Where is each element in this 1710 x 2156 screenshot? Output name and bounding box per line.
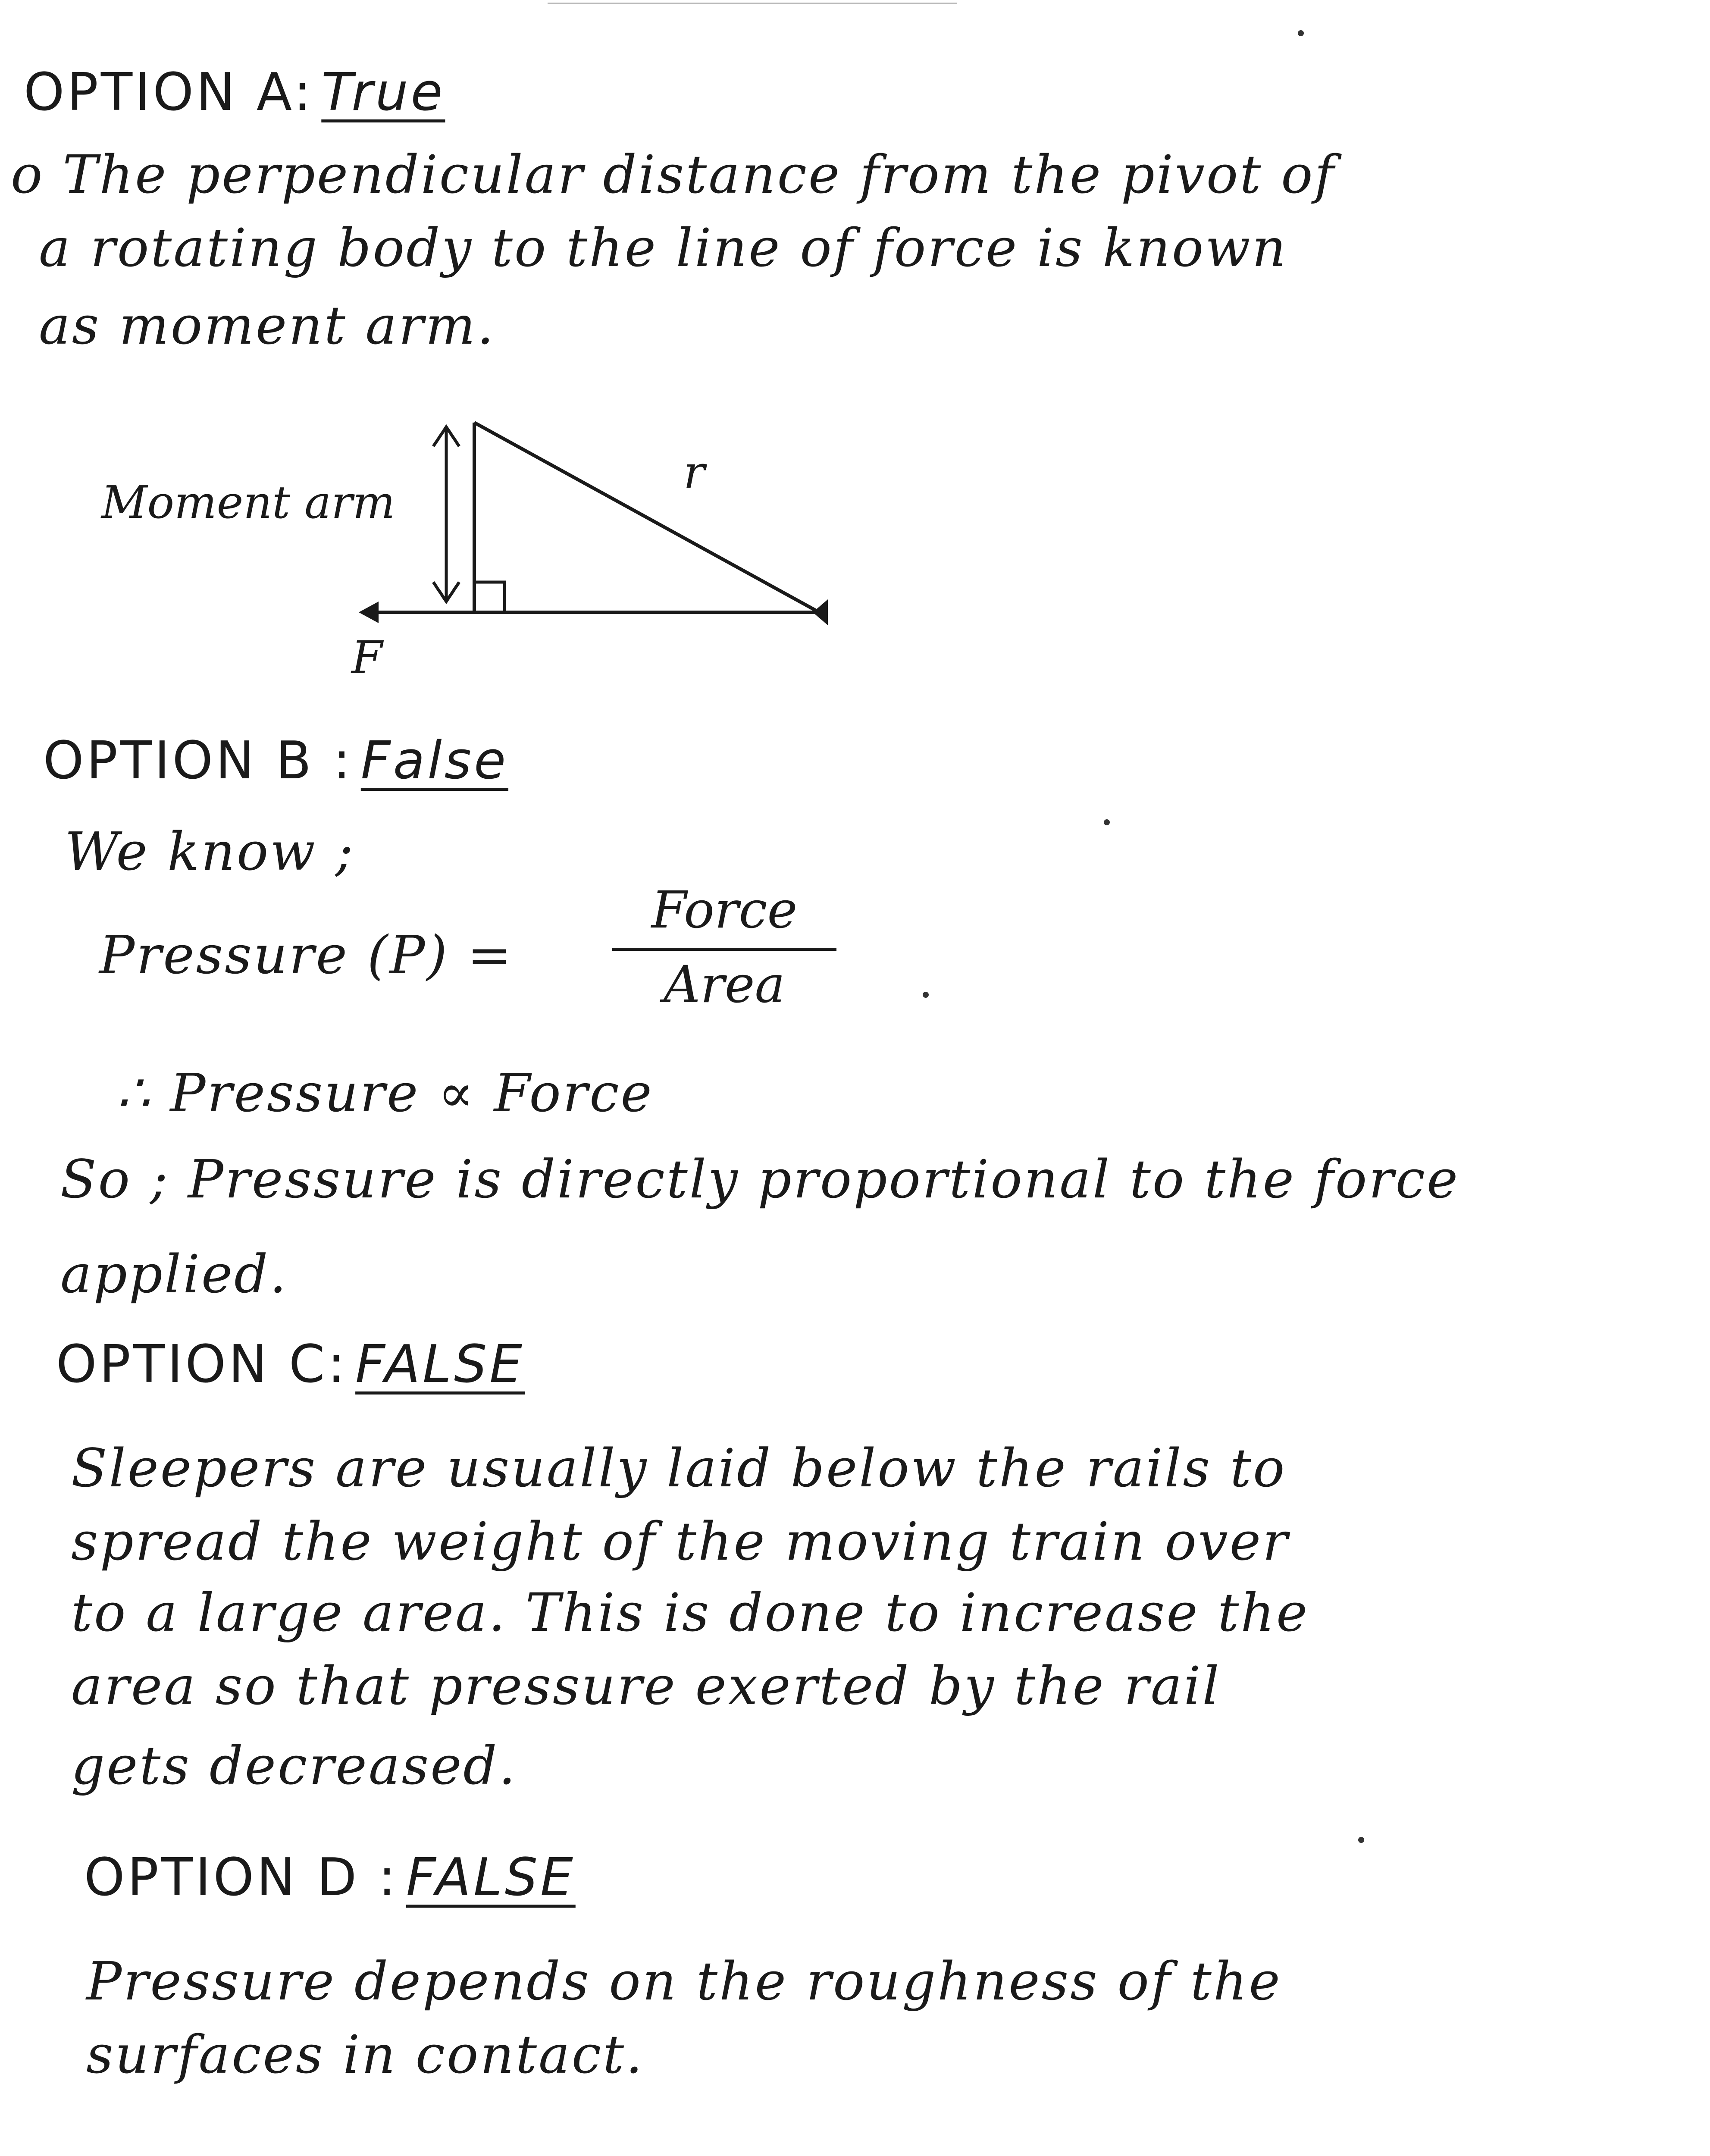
option-c-label: OPTION C: xyxy=(56,1335,348,1395)
option-d-answer: FALSE xyxy=(406,1848,576,1908)
option-c-answer: FALSE xyxy=(355,1335,525,1395)
pressure-proportional: ∴ Pressure ∝ Force xyxy=(116,1062,654,1124)
option-a-line-1: o The perpendicular distance from the pivot of xyxy=(11,144,1336,205)
option-b-line-2: applied. xyxy=(60,1244,288,1305)
option-c-line-2: spread the weight of the moving train over xyxy=(71,1511,1290,1572)
option-b-line-1: So ; Pressure is directly proportional to the force xyxy=(60,1149,1460,1210)
option-a-label: OPTION A: xyxy=(24,63,314,122)
scan-speck xyxy=(1358,1837,1364,1843)
option-d-line-2: surfaces in contact. xyxy=(86,2024,644,2085)
hypotenuse-line xyxy=(474,423,819,612)
option-c-line-1: Sleepers are usually laid below the rails to xyxy=(71,1438,1287,1499)
force-arrowhead xyxy=(359,602,379,623)
option-c-heading xyxy=(56,1332,542,1397)
right-angle-mark xyxy=(474,582,504,612)
force-label: F xyxy=(351,631,383,684)
scan-speck xyxy=(1298,30,1304,36)
option-c-line-5: gets decreased. xyxy=(71,1735,517,1796)
hypotenuse-label: r xyxy=(683,446,705,498)
pivot-point xyxy=(813,599,828,625)
scan-speck xyxy=(923,992,929,998)
option-a-answer: True xyxy=(321,63,445,122)
option-a-heading xyxy=(24,60,462,125)
scan-edge-line xyxy=(548,3,957,4)
option-b-we-know: We know ; xyxy=(65,821,355,882)
option-c-line-4: area so that pressure exerted by the rail xyxy=(71,1655,1221,1717)
moment-arm-label: Moment arm xyxy=(101,476,395,529)
option-d-label: OPTION D : xyxy=(84,1848,398,1908)
fraction-numerator: Force xyxy=(612,880,836,951)
option-d-heading xyxy=(84,1846,593,1910)
fraction-denominator: Area xyxy=(664,955,785,1014)
option-a-line-3: as moment arm. xyxy=(39,295,496,356)
option-b-label: OPTION B : xyxy=(43,731,353,791)
scan-speck xyxy=(1104,819,1110,825)
option-d-line-1: Pressure depends on the roughness of the xyxy=(86,1951,1282,2012)
pressure-fraction xyxy=(612,880,836,1015)
option-b-heading xyxy=(43,729,526,793)
option-b-answer: False xyxy=(360,731,509,791)
option-c-line-3: to a large area. This is done to increase the xyxy=(71,1582,1309,1643)
moment-arm-diagram xyxy=(328,397,871,707)
pressure-formula-lhs: Pressure (P) = xyxy=(99,924,513,986)
option-a-line-2: a rotating body to the line of force is known xyxy=(39,217,1288,279)
